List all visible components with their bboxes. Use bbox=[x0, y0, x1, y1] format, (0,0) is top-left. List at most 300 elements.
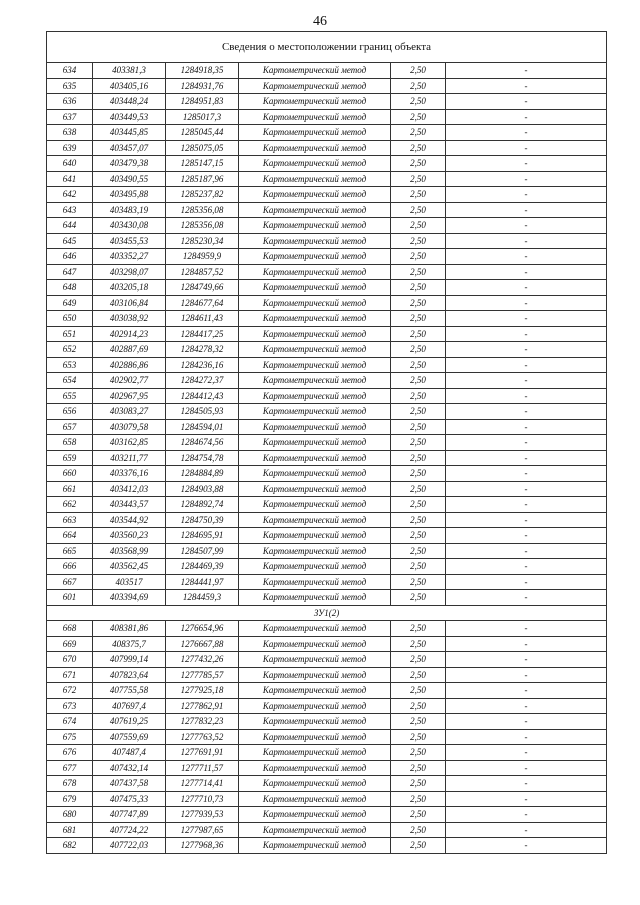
x-coordinate: 403455,53 bbox=[93, 233, 166, 249]
accuracy: 2,50 bbox=[391, 729, 446, 745]
table-row bbox=[47, 326, 607, 342]
point-number: 652 bbox=[47, 342, 93, 358]
note: - bbox=[446, 698, 607, 714]
accuracy: 2,50 bbox=[391, 109, 446, 125]
x-coordinate: 403483,19 bbox=[93, 202, 166, 218]
x-coordinate: 403517 bbox=[93, 574, 166, 590]
point-number: 636 bbox=[47, 94, 93, 110]
x-coordinate: 402902,77 bbox=[93, 373, 166, 389]
y-coordinate: 1276667,88 bbox=[166, 636, 239, 652]
y-coordinate: 1284236,16 bbox=[166, 357, 239, 373]
table-row bbox=[47, 435, 607, 451]
y-coordinate: 1284505,93 bbox=[166, 404, 239, 420]
table-row bbox=[47, 729, 607, 745]
point-number: 635 bbox=[47, 78, 93, 94]
y-coordinate: 1284611,43 bbox=[166, 311, 239, 327]
note: - bbox=[446, 683, 607, 699]
note: - bbox=[446, 822, 607, 838]
x-coordinate: 403394,69 bbox=[93, 590, 166, 606]
table-row bbox=[47, 140, 607, 156]
method: Картометрический метод bbox=[239, 714, 391, 730]
note: - bbox=[446, 621, 607, 637]
x-coordinate: 402887,69 bbox=[93, 342, 166, 358]
method: Картометрический метод bbox=[239, 342, 391, 358]
table-row bbox=[47, 776, 607, 792]
note: - bbox=[446, 791, 607, 807]
table-row bbox=[47, 714, 607, 730]
y-coordinate: 1277968,36 bbox=[166, 838, 239, 854]
accuracy: 2,50 bbox=[391, 543, 446, 559]
accuracy: 2,50 bbox=[391, 156, 446, 172]
note: - bbox=[446, 590, 607, 606]
method: Картометрический метод bbox=[239, 729, 391, 745]
x-coordinate: 403457,07 bbox=[93, 140, 166, 156]
y-coordinate: 1285230,34 bbox=[166, 233, 239, 249]
table-row bbox=[47, 838, 607, 854]
method: Картометрический метод bbox=[239, 745, 391, 761]
note: - bbox=[446, 760, 607, 776]
method: Картометрический метод bbox=[239, 63, 391, 79]
accuracy: 2,50 bbox=[391, 714, 446, 730]
note: - bbox=[446, 311, 607, 327]
x-coordinate: 403211,77 bbox=[93, 450, 166, 466]
method: Картометрический метод bbox=[239, 450, 391, 466]
y-coordinate: 1277714,41 bbox=[166, 776, 239, 792]
point-number: 665 bbox=[47, 543, 93, 559]
point-number: 671 bbox=[47, 667, 93, 683]
x-coordinate: 407999,14 bbox=[93, 652, 166, 668]
point-number: 677 bbox=[47, 760, 93, 776]
note: - bbox=[446, 745, 607, 761]
accuracy: 2,50 bbox=[391, 497, 446, 513]
y-coordinate: 1284884,89 bbox=[166, 466, 239, 482]
method: Картометрический метод bbox=[239, 683, 391, 699]
x-coordinate: 403298,07 bbox=[93, 264, 166, 280]
method: Картометрический метод bbox=[239, 109, 391, 125]
table-row bbox=[47, 652, 607, 668]
note: - bbox=[446, 326, 607, 342]
accuracy: 2,50 bbox=[391, 559, 446, 575]
y-coordinate: 1277710,73 bbox=[166, 791, 239, 807]
y-coordinate: 1284892,74 bbox=[166, 497, 239, 513]
point-number: 647 bbox=[47, 264, 93, 280]
y-coordinate: 1284695,91 bbox=[166, 528, 239, 544]
x-coordinate: 403083,27 bbox=[93, 404, 166, 420]
method: Картометрический метод bbox=[239, 373, 391, 389]
x-coordinate: 403445,85 bbox=[93, 125, 166, 141]
accuracy: 2,50 bbox=[391, 202, 446, 218]
method: Картометрический метод bbox=[239, 78, 391, 94]
method: Картометрический метод bbox=[239, 311, 391, 327]
table-row bbox=[47, 543, 607, 559]
note: - bbox=[446, 481, 607, 497]
accuracy: 2,50 bbox=[391, 218, 446, 234]
accuracy: 2,50 bbox=[391, 791, 446, 807]
x-coordinate: 407697,4 bbox=[93, 698, 166, 714]
point-number: 642 bbox=[47, 187, 93, 203]
accuracy: 2,50 bbox=[391, 667, 446, 683]
point-number: 654 bbox=[47, 373, 93, 389]
x-coordinate: 402886,86 bbox=[93, 357, 166, 373]
table-row bbox=[47, 822, 607, 838]
note: - bbox=[446, 280, 607, 296]
accuracy: 2,50 bbox=[391, 466, 446, 482]
accuracy: 2,50 bbox=[391, 435, 446, 451]
table-row bbox=[47, 636, 607, 652]
table-row bbox=[47, 311, 607, 327]
y-coordinate: 1277785,57 bbox=[166, 667, 239, 683]
note: - bbox=[446, 574, 607, 590]
x-coordinate: 403449,53 bbox=[93, 109, 166, 125]
note: - bbox=[446, 636, 607, 652]
point-number: 663 bbox=[47, 512, 93, 528]
accuracy: 2,50 bbox=[391, 140, 446, 156]
accuracy: 2,50 bbox=[391, 698, 446, 714]
y-coordinate: 1284441,97 bbox=[166, 574, 239, 590]
x-coordinate: 407559,69 bbox=[93, 729, 166, 745]
point-number: 675 bbox=[47, 729, 93, 745]
method: Картометрический метод bbox=[239, 698, 391, 714]
y-coordinate: 1284918,35 bbox=[166, 63, 239, 79]
note: - bbox=[446, 497, 607, 513]
x-coordinate: 403479,38 bbox=[93, 156, 166, 172]
y-coordinate: 1285147,15 bbox=[166, 156, 239, 172]
table-row bbox=[47, 342, 607, 358]
table-row bbox=[47, 187, 607, 203]
accuracy: 2,50 bbox=[391, 590, 446, 606]
method: Картометрический метод bbox=[239, 791, 391, 807]
x-coordinate: 403490,55 bbox=[93, 171, 166, 187]
accuracy: 2,50 bbox=[391, 419, 446, 435]
table-row bbox=[47, 388, 607, 404]
x-coordinate: 403412,03 bbox=[93, 481, 166, 497]
method: Картометрический метод bbox=[239, 249, 391, 265]
note: - bbox=[446, 667, 607, 683]
x-coordinate: 403352,27 bbox=[93, 249, 166, 265]
accuracy: 2,50 bbox=[391, 481, 446, 497]
point-number: 679 bbox=[47, 791, 93, 807]
note: - bbox=[446, 63, 607, 79]
table-row bbox=[47, 125, 607, 141]
x-coordinate: 403205,18 bbox=[93, 280, 166, 296]
note: - bbox=[446, 729, 607, 745]
y-coordinate: 1284677,64 bbox=[166, 295, 239, 311]
method: Картометрический метод bbox=[239, 621, 391, 637]
method: Картометрический метод bbox=[239, 233, 391, 249]
point-number: 650 bbox=[47, 311, 93, 327]
x-coordinate: 403430,08 bbox=[93, 218, 166, 234]
point-number: 662 bbox=[47, 497, 93, 513]
accuracy: 2,50 bbox=[391, 125, 446, 141]
x-coordinate: 407755,58 bbox=[93, 683, 166, 699]
x-coordinate: 403038,92 bbox=[93, 311, 166, 327]
table-row bbox=[47, 512, 607, 528]
method: Картометрический метод bbox=[239, 140, 391, 156]
y-coordinate: 1284959,9 bbox=[166, 249, 239, 265]
table-row bbox=[47, 497, 607, 513]
accuracy: 2,50 bbox=[391, 574, 446, 590]
note: - bbox=[446, 528, 607, 544]
note: - bbox=[446, 776, 607, 792]
x-coordinate: 403495,88 bbox=[93, 187, 166, 203]
accuracy: 2,50 bbox=[391, 295, 446, 311]
y-coordinate: 1277691,91 bbox=[166, 745, 239, 761]
y-coordinate: 1277711,57 bbox=[166, 760, 239, 776]
point-number: 664 bbox=[47, 528, 93, 544]
method: Картометрический метод bbox=[239, 760, 391, 776]
method: Картометрический метод bbox=[239, 466, 391, 482]
point-number: 658 bbox=[47, 435, 93, 451]
table-row bbox=[47, 559, 607, 575]
note: - bbox=[446, 156, 607, 172]
point-number: 646 bbox=[47, 249, 93, 265]
point-number: 661 bbox=[47, 481, 93, 497]
accuracy: 2,50 bbox=[391, 249, 446, 265]
accuracy: 2,50 bbox=[391, 388, 446, 404]
point-number: 672 bbox=[47, 683, 93, 699]
method: Картометрический метод bbox=[239, 776, 391, 792]
y-coordinate: 1284272,37 bbox=[166, 373, 239, 389]
x-coordinate: 403079,58 bbox=[93, 419, 166, 435]
note: - bbox=[446, 559, 607, 575]
table-row bbox=[47, 667, 607, 683]
note: - bbox=[446, 357, 607, 373]
y-coordinate: 1277432,26 bbox=[166, 652, 239, 668]
method: Картометрический метод bbox=[239, 171, 391, 187]
method: Картометрический метод bbox=[239, 419, 391, 435]
note: - bbox=[446, 450, 607, 466]
y-coordinate: 1285187,96 bbox=[166, 171, 239, 187]
note: - bbox=[446, 171, 607, 187]
point-number: 634 bbox=[47, 63, 93, 79]
x-coordinate: 403381,3 bbox=[93, 63, 166, 79]
y-coordinate: 1284749,66 bbox=[166, 280, 239, 296]
y-coordinate: 1277862,91 bbox=[166, 698, 239, 714]
y-coordinate: 1285356,08 bbox=[166, 202, 239, 218]
note: - bbox=[446, 140, 607, 156]
x-coordinate: 403560,23 bbox=[93, 528, 166, 544]
note: - bbox=[446, 652, 607, 668]
note: - bbox=[446, 838, 607, 854]
point-number: 682 bbox=[47, 838, 93, 854]
method: Картометрический метод bbox=[239, 528, 391, 544]
accuracy: 2,50 bbox=[391, 652, 446, 668]
point-number: 655 bbox=[47, 388, 93, 404]
table-row bbox=[47, 218, 607, 234]
x-coordinate: 403544,92 bbox=[93, 512, 166, 528]
x-coordinate: 403162,85 bbox=[93, 435, 166, 451]
accuracy: 2,50 bbox=[391, 683, 446, 699]
x-coordinate: 403443,57 bbox=[93, 497, 166, 513]
accuracy: 2,50 bbox=[391, 822, 446, 838]
coordinates-table bbox=[46, 31, 607, 854]
method: Картометрический метод bbox=[239, 280, 391, 296]
point-number: 651 bbox=[47, 326, 93, 342]
y-coordinate: 1285356,08 bbox=[166, 218, 239, 234]
x-coordinate: 407747,89 bbox=[93, 807, 166, 823]
y-coordinate: 1284857,52 bbox=[166, 264, 239, 280]
method: Картометрический метод bbox=[239, 543, 391, 559]
point-number: 678 bbox=[47, 776, 93, 792]
note: - bbox=[446, 233, 607, 249]
table-row bbox=[47, 156, 607, 172]
y-coordinate: 1285075,05 bbox=[166, 140, 239, 156]
method: Картометрический метод bbox=[239, 574, 391, 590]
table-row bbox=[47, 94, 607, 110]
point-number: 668 bbox=[47, 621, 93, 637]
x-coordinate: 408375,7 bbox=[93, 636, 166, 652]
method: Картометрический метод bbox=[239, 156, 391, 172]
accuracy: 2,50 bbox=[391, 311, 446, 327]
point-number: 659 bbox=[47, 450, 93, 466]
y-coordinate: 1284931,76 bbox=[166, 78, 239, 94]
accuracy: 2,50 bbox=[391, 807, 446, 823]
method: Картометрический метод bbox=[239, 559, 391, 575]
x-coordinate: 407475,33 bbox=[93, 791, 166, 807]
method: Картометрический метод bbox=[239, 667, 391, 683]
x-coordinate: 407487,4 bbox=[93, 745, 166, 761]
point-number: 643 bbox=[47, 202, 93, 218]
table-row bbox=[47, 419, 607, 435]
y-coordinate: 1284469,39 bbox=[166, 559, 239, 575]
table-row bbox=[47, 807, 607, 823]
point-number: 649 bbox=[47, 295, 93, 311]
method: Картометрический метод bbox=[239, 357, 391, 373]
table-row bbox=[47, 683, 607, 699]
page-number: 46 bbox=[313, 14, 327, 29]
accuracy: 2,50 bbox=[391, 326, 446, 342]
method: Картометрический метод bbox=[239, 497, 391, 513]
y-coordinate: 1284594,01 bbox=[166, 419, 239, 435]
x-coordinate: 403562,45 bbox=[93, 559, 166, 575]
note: - bbox=[446, 295, 607, 311]
note: - bbox=[446, 187, 607, 203]
method: Картометрический метод bbox=[239, 838, 391, 854]
point-number: 641 bbox=[47, 171, 93, 187]
accuracy: 2,50 bbox=[391, 404, 446, 420]
y-coordinate: 1284417,25 bbox=[166, 326, 239, 342]
y-coordinate: 1276654,96 bbox=[166, 621, 239, 637]
point-number: 669 bbox=[47, 636, 93, 652]
method: Картометрический метод bbox=[239, 187, 391, 203]
point-number: 670 bbox=[47, 652, 93, 668]
x-coordinate: 407437,58 bbox=[93, 776, 166, 792]
table-row bbox=[47, 404, 607, 420]
y-coordinate: 1277925,18 bbox=[166, 683, 239, 699]
point-number: 653 bbox=[47, 357, 93, 373]
note: - bbox=[446, 78, 607, 94]
table-row bbox=[47, 63, 607, 79]
x-coordinate: 402967,95 bbox=[93, 388, 166, 404]
table-row bbox=[47, 233, 607, 249]
table-title: Сведения о местоположении границ объекта bbox=[47, 32, 607, 63]
point-number: 656 bbox=[47, 404, 93, 420]
note: - bbox=[446, 388, 607, 404]
method: Картометрический метод bbox=[239, 125, 391, 141]
accuracy: 2,50 bbox=[391, 342, 446, 358]
method: Картометрический метод bbox=[239, 807, 391, 823]
point-number: 657 bbox=[47, 419, 93, 435]
table-row bbox=[47, 466, 607, 482]
table-row bbox=[47, 791, 607, 807]
note: - bbox=[446, 435, 607, 451]
method: Картометрический метод bbox=[239, 481, 391, 497]
table-row bbox=[47, 171, 607, 187]
x-coordinate: 403568,99 bbox=[93, 543, 166, 559]
y-coordinate: 1284507,99 bbox=[166, 543, 239, 559]
point-number: 644 bbox=[47, 218, 93, 234]
accuracy: 2,50 bbox=[391, 233, 446, 249]
table-row bbox=[47, 202, 607, 218]
accuracy: 2,50 bbox=[391, 171, 446, 187]
method: Картометрический метод bbox=[239, 202, 391, 218]
x-coordinate: 407724,22 bbox=[93, 822, 166, 838]
accuracy: 2,50 bbox=[391, 94, 446, 110]
y-coordinate: 1285237,82 bbox=[166, 187, 239, 203]
y-coordinate: 1284951,83 bbox=[166, 94, 239, 110]
note: - bbox=[446, 373, 607, 389]
x-coordinate: 403405,16 bbox=[93, 78, 166, 94]
y-coordinate: 1285017,3 bbox=[166, 109, 239, 125]
table-row bbox=[47, 528, 607, 544]
accuracy: 2,50 bbox=[391, 63, 446, 79]
accuracy: 2,50 bbox=[391, 760, 446, 776]
note: - bbox=[446, 109, 607, 125]
y-coordinate: 1284674,56 bbox=[166, 435, 239, 451]
accuracy: 2,50 bbox=[391, 78, 446, 94]
note: - bbox=[446, 342, 607, 358]
x-coordinate: 407432,14 bbox=[93, 760, 166, 776]
y-coordinate: 1277987,65 bbox=[166, 822, 239, 838]
x-coordinate: 407722,03 bbox=[93, 838, 166, 854]
method: Картометрический метод bbox=[239, 590, 391, 606]
table-row bbox=[47, 481, 607, 497]
method: Картометрический метод bbox=[239, 652, 391, 668]
x-coordinate: 403106,84 bbox=[93, 295, 166, 311]
method: Картометрический метод bbox=[239, 295, 391, 311]
note: - bbox=[446, 807, 607, 823]
y-coordinate: 1284754,78 bbox=[166, 450, 239, 466]
note: - bbox=[446, 218, 607, 234]
table-row bbox=[47, 264, 607, 280]
method: Картометрический метод bbox=[239, 512, 391, 528]
section-row bbox=[47, 605, 607, 621]
accuracy: 2,50 bbox=[391, 838, 446, 854]
table-row bbox=[47, 373, 607, 389]
y-coordinate: 1284412,43 bbox=[166, 388, 239, 404]
section-label: ЗУ1(2) bbox=[47, 605, 607, 621]
point-number: 676 bbox=[47, 745, 93, 761]
note: - bbox=[446, 543, 607, 559]
point-number: 640 bbox=[47, 156, 93, 172]
y-coordinate: 1277832,23 bbox=[166, 714, 239, 730]
accuracy: 2,50 bbox=[391, 512, 446, 528]
point-number: 681 bbox=[47, 822, 93, 838]
table-row bbox=[47, 78, 607, 94]
accuracy: 2,50 bbox=[391, 264, 446, 280]
accuracy: 2,50 bbox=[391, 636, 446, 652]
table-row bbox=[47, 590, 607, 606]
note: - bbox=[446, 94, 607, 110]
point-number: 660 bbox=[47, 466, 93, 482]
y-coordinate: 1285045,44 bbox=[166, 125, 239, 141]
table-row bbox=[47, 621, 607, 637]
method: Картометрический метод bbox=[239, 388, 391, 404]
method: Картометрический метод bbox=[239, 218, 391, 234]
method: Картометрический метод bbox=[239, 636, 391, 652]
table-title-row bbox=[47, 32, 607, 63]
coordinates-table-container bbox=[46, 31, 606, 854]
